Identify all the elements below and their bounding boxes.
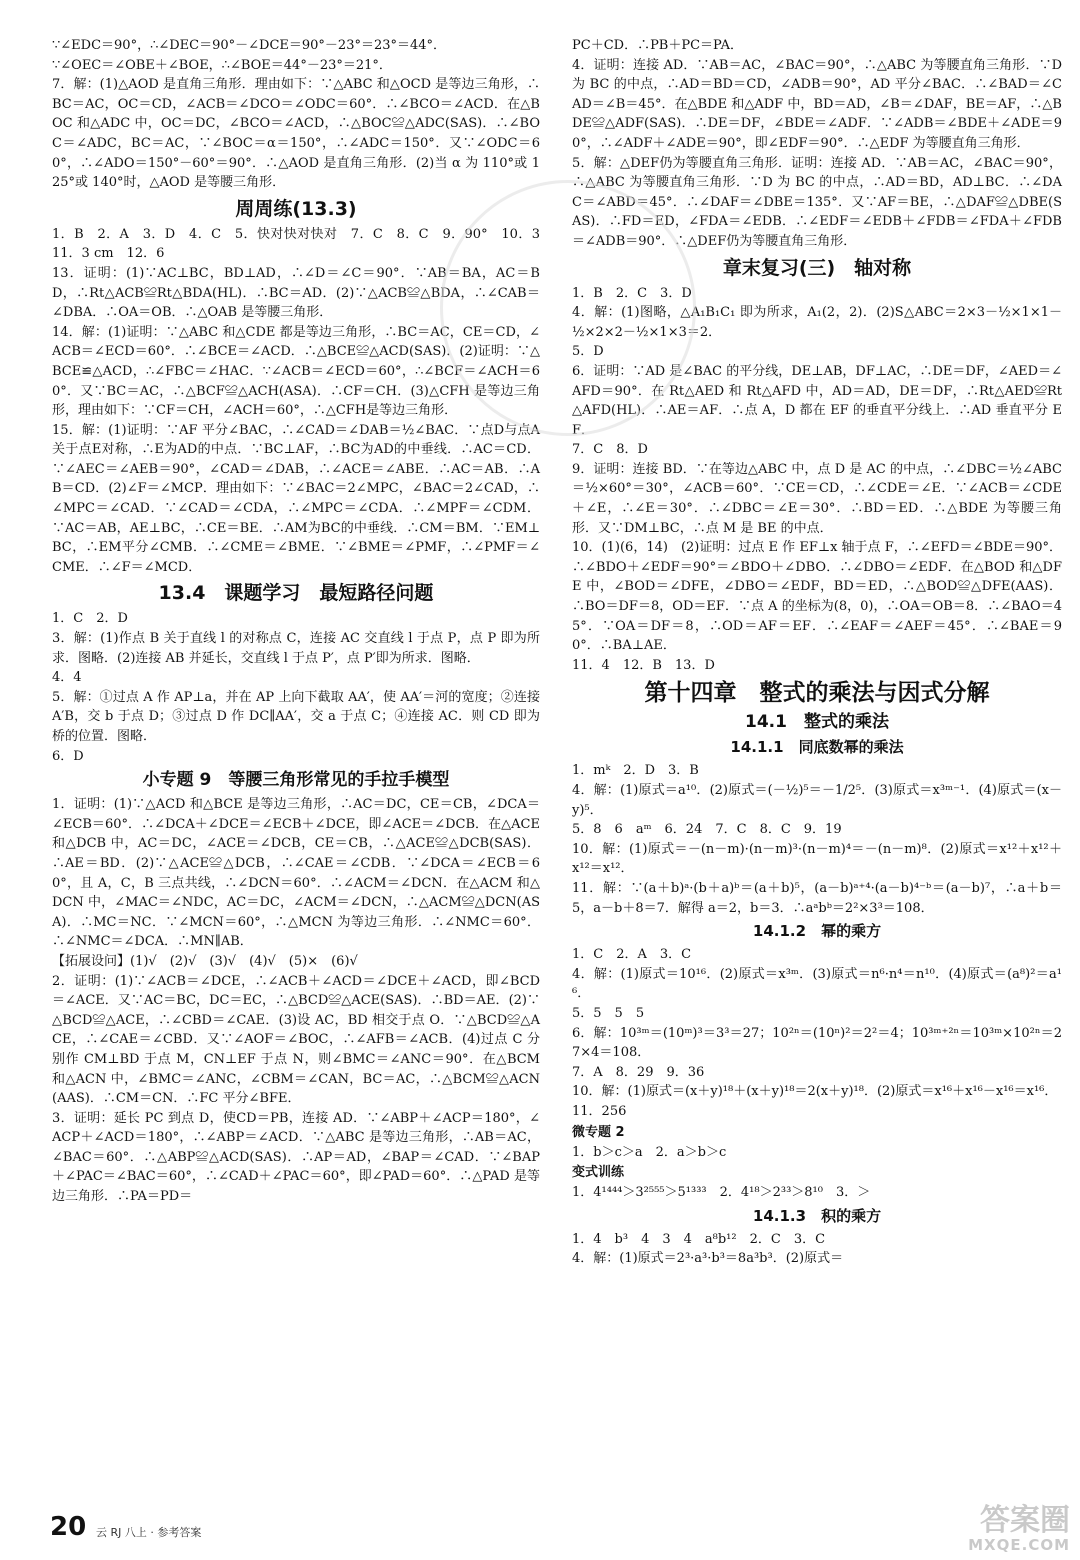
section-heading: 章末复习(三) 轴对称: [722, 256, 912, 279]
answer-item: 10．解：(1)原式＝(x＋y)¹⁸＋(x＋y)¹⁸＝2(x＋y)¹⁸．(2)原式＝x¹⁶＋x¹⁶－x¹⁶＝x¹⁶．: [572, 1084, 1058, 1100]
answer-item: 7．A 8．29 9．36: [572, 1064, 705, 1080]
answer-item: 9．证明：连接 BD．∵在等边△ABC 中，点 D 是 AC 的中点，∴∠DBC＝½∠ABC＝½×60°＝30°，∠ACB＝60°．∵CE＝CD，∴∠CDE＝∠E．∵∠ACB＝∠CDE＋∠E，∴∠E＝30°．∴∠DBC＝∠E＝30°．∴BD＝ED．∴△BDE 为等腰三角形．又∵DM⊥BC，∴点 M 是 BE 的中点．: [572, 461, 1062, 536]
section-heading: 14.1.2 幂的乘方: [752, 922, 882, 941]
answer-item: 7．C 8．D: [572, 442, 648, 458]
answer-item: 5．解：△DEF仍为等腰直角三角形．证明：连接 AD．∵AB＝AC，∠BAC＝90°，∴△ABC 为等腰直角三角形．∵D 为 BC 的中点，∴AD＝BD，AD⊥BC．∴∠DAC＝∠ABD＝45°．∴∠DAF＝∠DBE＝135°．又∵AF＝BE，∴△DAF≌△DBE(SAS)．∴FD＝ED，∠FDA＝∠EDB．∴∠EDF＝∠EDB＋∠FDB＝∠FDA＋∠FDB＝∠ADB＝90°．∴△DEF仍为等腰直角三角形．: [572, 155, 1062, 249]
answer-item: 4．4: [52, 670, 82, 686]
answer-item: 4．解：(1)图略，△A₁B₁C₁ 即为所求，A₁(2，2)．(2)S△ABC＝2×3－½×1×1－½×2×2－½×1×3＝2．: [572, 305, 1062, 340]
answer-item: 6．解：10³ᵐ＝(10ᵐ)³＝3³＝27；10²ⁿ＝(10ⁿ)²＝2²＝4；10³ᵐ⁺²ⁿ＝10³ᵐ×10²ⁿ＝27×4＝108．: [572, 1025, 1062, 1061]
answer-item: 13．证明：(1)∵AC⊥BC，BD⊥AD，∴∠D＝∠C＝90°．∵AB＝BA，AC＝BD，∴Rt△ACB≌Rt△BDA(HL)．∴BC＝AD．(2)∵△ACB≌△BDA，∴∠CAB＝∠DBA．∴OA＝OB．∴△OAB 是等腰三角形．: [52, 265, 540, 321]
logo-url: MXQE.COM: [968, 1536, 1070, 1554]
subsection-label: 微专题 2: [572, 1124, 625, 1140]
answer-item: 5．解：①过点 A 作 AP⊥a，并在 AP 上向下截取 AA′，使 AA′＝河的宽度；②连接A′B，交 b 于点 D；③过点 D 作 DC∥AA′，交 a 于点 C；④连接 AC．则 CD 即为桥的位置．图略．: [52, 689, 540, 744]
subsection-label: 变式训练: [572, 1165, 625, 1181]
answer-item: 5．8 6 aᵐ 6．24 7．C 8．C 9．19: [572, 822, 842, 838]
answer-item: 3．证明：延长 PC 到点 D，使CD＝PB，连接 AD．∵∠ABP＋∠ACP＝180°，∠ACP＋∠ACD＝180°，∴∠ABP＝∠ACD．∵△ABC 是等边三角形，∴AB＝AC，∠BAC＝60°．∴△ABP≌△ACD(SAS)．∴AP＝AD，∠BAP＝∠CAD．∵∠BAP＋∠PAC＝∠BAC＝60°，∴∠CAD＋∠PAC＝60°，即∠PAD＝60°．∴△PAD 是等边三角形．∴PA＝PD＝: [52, 1110, 540, 1205]
answer-item: 11．解：∵(a＋b)ᵃ·(b＋a)ᵇ＝(a＋b)⁵，(a－b)ᵃ⁺⁴·(a－b)⁴⁻ᵇ＝(a－b)⁷，∴a＋b＝5，a－b＋8＝7．解得 a＝2，b＝3．∴aᵃbᵇ＝2²×3³＝108．: [572, 880, 1062, 916]
answer-item: 3．解：(1)作点 B 关于直线 l 的对称点 C，连接 AC 交直线 l 于点 P，点 P 即为所求．图略．(2)连接 AB 并延长，交直线 l 于点 P′，点 P′即为所求．图略．: [52, 631, 540, 666]
answer-item: 15．解：(1)证明：∵AF 平分∠BAC，∴∠CAD＝∠DAB＝½∠BAC．∵点D与点A关于点E对称，∴E为AD的中点．∵BC⊥AF，∴BC为AD的中垂线．∴AC＝CD．∵∠AEC＝∠AEB＝90°，∠CAD＝∠DAB，∴∠ACE＝∠ABE．∴AC＝AB．∴AB＝CD．(2)∠F＝∠MCP．理由如下：∵∠BAC＝2∠MPC，∠BAC＝2∠CAD，∴∠MPC＝∠CAD．∵∠CAD＝∠CDA，∴∠MPC＝∠CDA．∴∠MPF＝∠CDM．∵AC＝AB，AE⊥BC，∴CE＝BE．∴AM为BC的中垂线．∴CM＝BM．∵EM⊥BC，∴EM平分∠CMB．∴∠CME＝∠BME．∵∠BME＝∠PMF，∴∠PMF＝∠CME．∴∠F＝∠MCD．: [52, 422, 540, 575]
section-heading: 14.1.3 积的乘方: [752, 1206, 882, 1225]
answer-item: 1．4 b³ 4 3 4 a⁸b¹² 2．C 3．C: [572, 1231, 826, 1247]
page-number: 20: [50, 1512, 87, 1542]
section-heading: 14.1.1 同底数幂的乘法: [730, 738, 904, 757]
left-answer-column: [52, 36, 554, 1207]
answer-item: 【拓展设问】(1)√ (2)√ (3)√ (4)√ (5)× (6)√: [52, 953, 358, 969]
logo-text: 答案圈: [980, 1503, 1070, 1538]
answer-item: 4．证明：连接 AD．∵AB＝AC，∠BAC＝90°，∴△ABC 为等腰直角三角形．∵D 为 BC 的中点，∴AD＝BD＝CD，∠ADB＝90°，AD 平分∠BAC．∴∠BAD＝∠CAD＝∠B＝45°．在△BDE 和△ADF 中，BD＝AD，∠B＝∠DAF，BE＝AF，∴△BDE≌△ADF(SAS)．∴DE＝DF，∠BDE＝∠ADF．∵∠ADB＝∠BDE＋∠ADE＝90°，∴∠ADF＋∠ADE＝90°，即∠EDF＝90°．∴△EDF 为等腰直角三角形．: [572, 57, 1062, 151]
answer-item: 10．(1)(6，14) (2)证明：过点 E 作 EF⊥x 轴于点 F，∴∠EFD＝∠BDE＝90°．∴∠BDO＋∠EDF＝90°＝∠BDO＋∠DBO．∴∠DBO＝∠EDF．在△BOD 和△DFE 中，∠BOD＝∠DFE，∠DBO＝∠EDF，BD＝ED，∴△BOD≌△DFE(AAS)．∴BO＝DF＝8，OD＝EF．∵点 A 的坐标为(8，0)，∴OA＝OB＝8．∴∠BAO＝45°．∵OA＝DF＝8，∴OD＝AF＝EF．∴∠EAF＝∠AEF＝45°．∴∠BAE＝90°．∴BA⊥AE．: [572, 540, 1062, 654]
section-heading: 周周练(13.3): [235, 197, 357, 220]
answer-item: 4．解：(1)原式＝a¹⁰．(2)原式＝(－½)⁵＝－1/2⁵．(3)原式＝x³ᵐ⁻¹．(4)原式＝(x－y)⁵．: [572, 783, 1062, 818]
answer-item: PC＋CD．∴PB＋PC＝PA．: [572, 38, 743, 53]
answer-item: 11．256: [572, 1103, 627, 1119]
answer-item: 1．C 2．A 3．C: [572, 947, 692, 963]
answer-item: 1．b＞c＞a 2．a＞b＞c: [572, 1144, 727, 1160]
section-heading: 13.4 课题学习 最短路径问题: [158, 582, 434, 605]
section-heading: 14.1 整式的乘法: [745, 712, 889, 733]
section-heading: 小专题 9 等腰三角形常见的手拉手模型: [142, 770, 450, 791]
answer-item: ∵∠OEC＝∠OBE＋∠BOE，∴∠BOE＝44°－23°＝21°．: [52, 57, 392, 73]
section-heading: 第十四章 整式的乘法与因式分解: [644, 680, 990, 707]
answer-item: 1．B 2．C 3．D: [572, 285, 692, 301]
answer-item: 5．D: [572, 344, 604, 360]
answer-item: 4．解：(1)原式＝10¹⁶．(2)原式＝x³ᵐ．(3)原式＝n⁶·n⁴＝n¹⁰．(4)原式＝(a⁸)²＝a¹⁶．: [572, 966, 1062, 1002]
answer-item: ∵∠EDC＝90°，∴∠DEC＝90°－∠DCE＝90°－23°＝23°＝44°．: [52, 38, 447, 53]
answer-item: 7．解：(1)△AOD 是直角三角形．理由如下：∵△ABC 和△OCD 是等边三角形，∴BC＝AC，OC＝CD，∠ACB＝∠DCO＝∠ODC＝60°．∴∠BCO＝∠ACD．在△BOC 和△ADC 中，OC＝DC，∠BCO＝∠ACD，∴△BOC≌△ADC(SAS)．∴∠BOC＝∠ADC，BC＝AC，∵∠BOC＝α＝150°，∴∠ADC＝150°．又∵∠ODC＝60°，∴∠ADO＝150°－60°＝90°．∴△AOD 是直角三角形．(2)当 α 为 110°或 125°或 140°时，△AOD 是等腰三角形．: [52, 77, 540, 191]
answer-item: 1．B 2．A 3．D 4．C 5．快对快对快对 7．C 8．C 9．90° 10．3 11．3 cm 12．6: [52, 226, 554, 262]
answer-item: 5．5 5 5: [572, 1005, 645, 1021]
answer-item: 6．证明：∵AD 是∠BAC 的平分线，DE⊥AB，DF⊥AC，∴DE＝DF，∠AED＝∠AFD＝90°．在 Rt△AED 和 Rt△AFD 中，AD＝AD，DE＝DF，∴Rt△AED≌Rt△AFD(HL)．∴AE＝AF．∴点 A，D 都在 EF 的垂直平分线上．∴AD 垂直平分 EF．: [572, 363, 1062, 438]
answer-item: 6．D: [52, 748, 84, 764]
answer-item: 14．解：(1)证明：∵△ABC 和△CDE 都是等边三角形，∴BC＝AC，CE＝CD，∠ACB＝∠ECD＝60°．∴∠BCE＝∠ACD．∴△BCE≌△ACD(SAS)．(2)证明：∵△BCE≌△ACD，∴∠FBC＝∠HAC．∵∠ACB＝∠ECD＝60°，∴∠BCF＝∠ACH＝60°．又∵BC＝AC，∴△BCF≌△ACH(ASA)．∴CF＝CH．(3)△CFH 是等边三角形，理由如下：∵CF＝CH，∠ACH＝60°，∴△CFH是等边三角形．: [52, 324, 540, 419]
site-logo-watermark: [968, 1503, 1070, 1554]
answer-item: 10．解：(1)原式＝－(n－m)·(n－m)³·(n－m)⁴＝－(n－m)⁸．(2)原式＝x¹²＋x¹²＋x¹²＝x¹²．: [572, 841, 1062, 877]
right-answer-column: [572, 36, 1062, 1269]
answer-item: 11．4 12．B 13．D: [572, 657, 715, 673]
footer-label: 云 RJ 八上 · 参考答案: [96, 1526, 202, 1539]
answer-item: 4．解：(1)原式＝2³·a³·b³＝8a³b³．(2)原式＝: [572, 1251, 844, 1267]
answer-item: 1．4¹⁴⁴⁴＞3²⁵⁵⁵＞5¹³³³ 2．4¹⁸＞2³³＞8¹⁰ 3．＞: [572, 1185, 871, 1201]
answer-item: 1．证明：(1)∵△ACD 和△BCE 是等边三角形，∴AC＝DC，CE＝CB，∠DCA＝∠ECB＝60°．∴∠DCA＋∠DCE＝∠ECB＋∠DCE，即∠ACE＝∠DCB．在△ACE 和△DCB 中，AC＝DC，∠ACE＝∠DCB，CE＝CB，∴△ACE≌△DCB(SAS)．∴AE＝BD．(2)∵△ACE≌△DCB，∴∠CAE＝∠CDB．∵∠DCA＝∠ECB＝60°，且 A，C，B 三点共线，∴∠DCN＝60°．∴∠ACM＝∠DCN．在△ACM 和△DCN 中，∠MAC＝∠NDC，AC＝DC，∠ACM＝∠DCN，∴△ACM≌△DCN(ASA)．∴MC＝NC．∵∠MCN＝60°，∴△MCN 为等边三角形．∴∠NMC＝60°．∴∠NMC＝∠DCA．∴MN∥AB．: [52, 797, 540, 950]
answer-item: 2．证明：(1)∵∠ACB＝∠DCE，∴∠ACB＋∠ACD＝∠DCE＋∠ACD，即∠BCD＝∠ACE．又∵AC＝BC，DC＝EC，∴△BCD≌△ACE(SAS)．∴BD＝AE．(2)∵△BCD≌△ACE，∴∠CBD＝∠CAE．(3)设 AC，BD 相交于点 O．∵△BCD≌△ACE，∴∠CAE＝∠CBD．又∵∠AOF＝∠BOC，∴∠AFB＝∠ACB．(4)过点 C 分别作 CM⊥BD 于点 M，CN⊥EF 于点 N，则∠BMC＝∠ANC＝90°．在△BCM 和△ACN 中，∠BMC＝∠ANC，∠CBM＝∠CAN，BC＝AC，∴△BCM≌△ACN(AAS)．∴CM＝CN．∴FC 平分∠BFE．: [52, 973, 540, 1107]
answer-item: 1．mᵏ 2．D 3．B: [572, 763, 699, 779]
answer-item: 1．C 2．D: [52, 611, 128, 627]
